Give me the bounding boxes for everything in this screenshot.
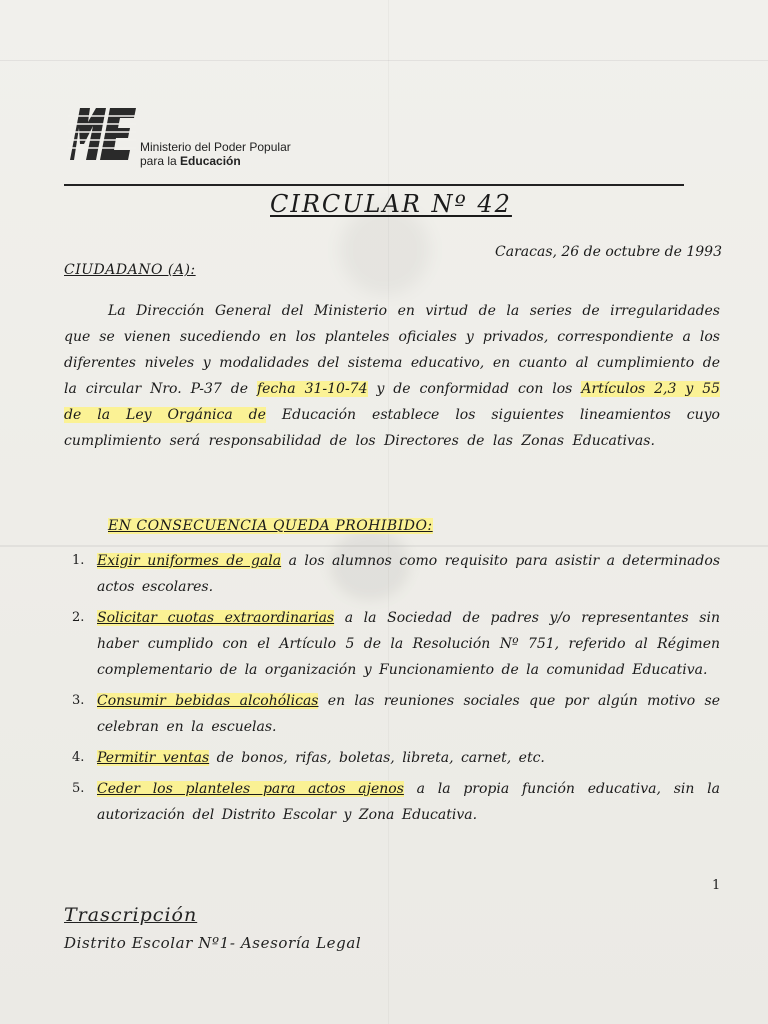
signature-line: Distrito Escolar Nº1- Asesoría Legal [64, 934, 362, 952]
item-lead: Consumir bebidas alcohólicas [97, 693, 319, 709]
scan-edge [0, 60, 768, 61]
prohibition-list [64, 548, 720, 833]
item-lead: Exigir uniformes de gala [97, 553, 282, 569]
me-logo-icon [66, 100, 138, 164]
signature-title: Trascripción [64, 904, 198, 926]
list-item: 4. Permitir ventas de bonos, rifas, boletas, libreta, carnet, etc. [72, 750, 545, 766]
logo-line-2: para la Educación [140, 154, 241, 168]
item-lead: Solicitar cuotas extraordinarias [97, 610, 335, 626]
page-number: 1 [712, 878, 721, 893]
header-rule [64, 184, 684, 186]
logo-line-1: Ministerio del Poder Popular [140, 140, 291, 154]
list-item: 2. Solicitar cuotas extraordinarias a la Sociedad de padres y/o representantes sin haber cumplido con el Artículo 5 de la Resolución Nº 751, referido al Régimen complementario de la organización y Funcionamiento de la comunidad Educativa. [72, 610, 720, 678]
list-item: 1. Exigir uniformes de gala a los alumnos como requisito para asistir a determinados actos escolares. [72, 553, 721, 595]
fold-line-vertical [388, 0, 389, 1024]
highlight-articles: Artículos 2,3 y 55 de la Ley Orgánica de [64, 381, 721, 423]
item-lead: Permitir ventas [97, 750, 210, 766]
prohibition-heading: EN CONSECUENCIA QUEDA PROHIBIDO: [108, 518, 433, 534]
scan-smudge [340, 205, 430, 295]
highlight-date: fecha 31-10-74 [256, 381, 368, 397]
circular-title: CIRCULAR Nº 42 [270, 190, 512, 218]
greeting: CIUDADANO (A): [64, 262, 196, 278]
logo-text [140, 140, 291, 168]
ministry-logo [66, 100, 346, 170]
item-lead: Ceder los planteles para actos ajenos [97, 781, 404, 797]
list-item: 3. Consumir bebidas alcohólicas en las reuniones sociales que por algún motivo se celebran en la escuelas. [72, 693, 721, 735]
list-item: 5. Ceder los planteles para actos ajenos a la propia función educativa, sin la autorización del Distrito Escolar y Zona Educativa. [72, 781, 720, 823]
signature-block [64, 904, 361, 952]
circular-date: Caracas, 26 de octubre de 1993 [495, 244, 722, 260]
body-paragraph: La Dirección General del Ministerio en virtud de la series de irregularidades que se vienen sucediendo en los planteles oficiales y privados, correspondiente a los diferentes niveles y modalidades del sistema educativo, en cuanto al cumplimiento de la circular Nro. P-37 de fecha 31-10-74 y de conformidad con los Artículos 2,3 y 55 de la Ley Orgánica de Educación establece los siguientes lineamientos cuyo cumplimiento será responsabilidad de los Directores de las Zonas Educativas. [64, 303, 721, 449]
